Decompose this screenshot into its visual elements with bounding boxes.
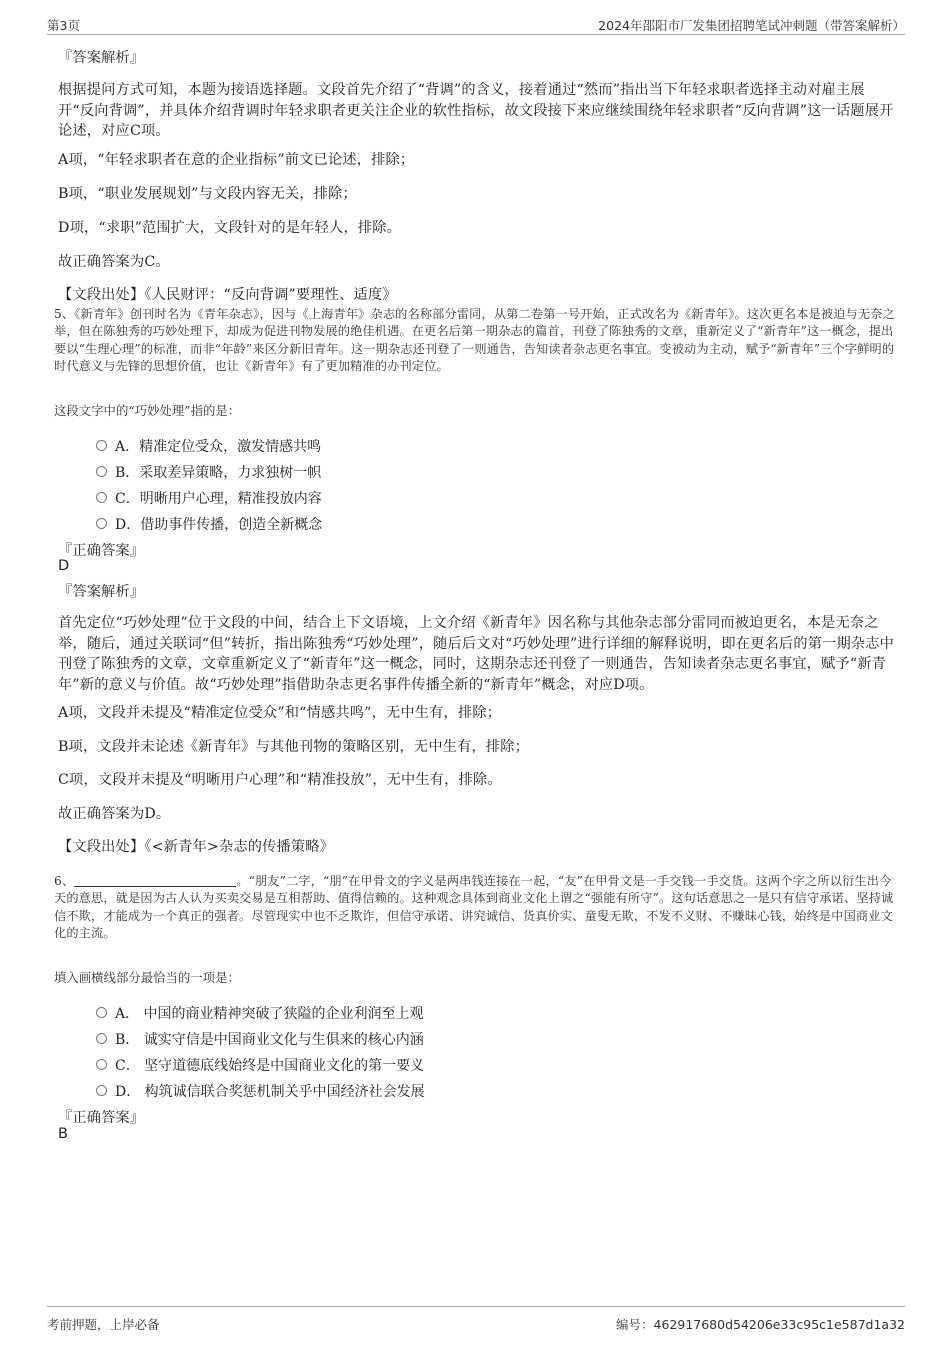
correct-answer-heading: 『正确答案』 [58,543,145,559]
page-header [47,14,905,35]
passage-source: 【文段出处】《人民财评：“反向背调”要理性、适度》 [58,287,397,303]
radio-icon[interactable] [96,492,107,503]
analysis-option-b: B项，“职业发展规划”与文段内容无关，排除； [58,186,357,202]
correct-answer-heading: 『正确答案』 [58,1110,145,1126]
correct-answer-value: B [58,1126,68,1142]
question-6-passage [54,873,899,943]
question-5-prompt: 这段文字中的“巧妙处理”指的是： [54,403,241,418]
radio-icon[interactable] [96,1007,107,1018]
question-6-number: 6、 [54,874,75,888]
footer-slogan: 考前押题，上岸必备 [47,1317,160,1332]
analysis-option-a: A项，“年轻求职者在意的企业指标”前文已论述，排除； [58,152,415,168]
question-6-text: 。“朋友”二字，“朋”在甲骨文的字义是两串钱连接在一起，“友”在甲骨文是一手交钱一手交货。这两个字之所以衍生出今天的意思，就是因为古人认为买卖交易是互相帮助、值得信赖的。这种观念具体到商业文化上谓之“强能有所守”。这句话意思之一是只有信守承诺、坚持诚信不欺，才能成为一个真正的强者。尽管现实中也不乏欺诈，但信守承诺、讲究诚信、货真价实、童叟无欺，不发不义财、不赚昧心钱，始终是中国商业文化的主流。 [54,874,894,941]
radio-icon[interactable] [96,440,107,451]
page-number: 第3页 [47,18,80,33]
radio-icon[interactable] [96,466,107,477]
document-title: 2024年邵阳市厂发集团招聘笔试冲刺题（带答案解析） [598,18,905,33]
analysis-paragraph: 首先定位“巧妙处理”位于文段的中间，结合上下文语境，上文介绍《新青年》因名称与其他杂志部分雷同而被迫更名，本是无奈之举，随后，通过关联词“但”转折，指出陈独秀“巧妙处理”，随后后文对“巧妙处理”进行详细的解释说明，即在更名后的第一期杂志中刊登了陈独秀的文章，文章重新定义了“新青年”这一概念，同时，这期杂志还刊登了一则通告，告知读者杂志更名事宜，赋予“新青年”新的意义与价值。故“巧妙处理”指借助杂志更名事件传播全新的“新青年”概念，对应D项。 [58,615,895,693]
correct-answer-value: D [58,558,70,574]
passage-source: 【文段出处】《<新青年>杂志的传播策略》 [58,839,335,855]
question-5-passage: 5、《新青年》创刊时名为《青年杂志》，因与《上海青年》杂志的名称部分雷同，从第二卷第一号开始，正式改名为《新青年》。这次更名本是被迫与无奈之举，但在陈独秀的巧妙处理下，却成为促进刊物发展的绝佳机遇。在更名后第一期杂志的篇首，刊登了陈独秀的文章，重新定义了“新青年”这一概念，提出要以“生理心理”的标准，而非“年龄”来区分新旧青年。这一期杂志还刊登了一则通告，告知读者杂志更名事宜。变被动为主动，赋予“新青年”三个字鲜明的时代意义与先锋的思想价值，也让《新青年》有了更加精准的办刊定位。 [54,307,895,374]
question-6-prompt: 填入画横线部分最恰当的一项是： [54,970,240,985]
radio-icon[interactable] [96,1059,107,1070]
analysis-paragraph: 根据提问方式可知，本题为接语选择题。文段首先介绍了“背调”的含义，接着通过“然而”指出当下年轻求职者选择主动对雇主展开“反向背调”，并具体介绍背调时年轻求职者更关注企业的软性指标，故文段接下来应继续围绕年轻求职者“反向背调”这一话题展开论述，对应C项。 [58,82,894,139]
document-serial: 编号：462917680d54206e33c95c1e587d1a32 [616,1317,905,1332]
radio-icon[interactable] [96,1085,107,1096]
analysis-option-a: A项，文段并未提及“精准定位受众”和“情感共鸣”，无中生有，排除； [58,705,502,721]
radio-icon[interactable] [96,518,107,529]
analysis-conclusion: 故正确答案为D。 [58,806,171,822]
analysis-option-c: C项，文段并未提及“明晰用户心理”和“精准投放”，无中生有，排除。 [58,772,502,788]
analysis-heading: 『答案解析』 [58,50,145,66]
analysis-option-d: D项，“求职”范围扩大，文段针对的是年轻人，排除。 [58,220,402,236]
analysis-conclusion: 故正确答案为C。 [58,254,170,270]
radio-icon[interactable] [96,1033,107,1044]
page-footer [47,1306,905,1337]
analysis-heading: 『答案解析』 [58,584,145,600]
analysis-option-b: B项，文段并未论述《新青年》与其他刊物的策略区别，无中生有，排除； [58,739,530,755]
fill-in-blank [74,874,236,887]
